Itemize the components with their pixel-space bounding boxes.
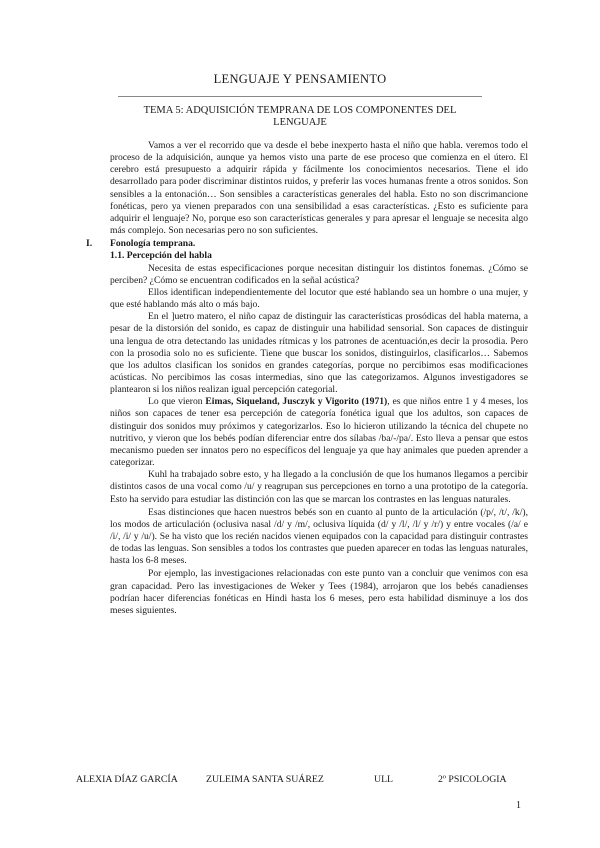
- paragraph: Por ejemplo, las investigaciones relacionadas con este punto van a concluir que venimos con esa gran capacidad. Pero las investigaciones de Weker y Tees (1984), arrojaron que los bebés canadienses podrían hacer diferencias fonéticas en Hindi hasta los 6 meses, pero esta habilidad disminuye a los dos meses siguientes.: [110, 568, 528, 616]
- citation: Eimas, Siqueland, Jusczyk y Vigorito (1971): [205, 396, 388, 408]
- paragraph: Esas distinciones que hacen nuestros bebés son en cuanto al punto de la articulación (/p/, /t/, /k/), los modos de articulación (oclusiva nasal /d/ y /m/, oclusiva líquida (d/ y /l/, /l/ y /r/) y entre vocales (/a/ e /i/, /i/ y /u/). Se ha visto que los recién nacidos vienen equipados con la capacidad para distinguir contrastes de todas las lenguas. Son sensibles a todos los contrastes que pueden aparecer en todas las lenguas naturales, hasta los 6-8 meses.: [110, 506, 528, 567]
- header-divider: [118, 96, 482, 97]
- document-title: LENGUAJE Y PENSAMIENTO: [213, 72, 387, 86]
- text-run: , es que niños entre 1 y 4 meses, los niños son capaces de tener esa percepción de categoría fonética igual que los adultos, son capaces de distinguir dos sonidos muy próximos y categorizarlos. Eso lo hicieron utilizando la técnica del chupete no nutritivo, y vieron que los bebés podían diferenciar entre dos sílabas /ba/-/pa/. Esto lleva a pensar que estos mecanismo pueden ser innatos pero no específicos del lenguaje ya que hay animales que pueden aprender a categorizar.: [110, 396, 528, 469]
- footer-university: ULL: [374, 774, 394, 785]
- paragraph: Necesita de estas especificaciones porque necesitan distinguir los distintos fonemas. ¿Cómo se perciben? ¿Cómo se encuentran codificados en la señal acústica?: [110, 262, 528, 286]
- intro-paragraph: Vamos a ver el recorrido que va desde el bebe inexperto hasta el niño que habla. veremos todo el proceso de la adquisición, aunque ya hemos visto una parte de ese proceso que comienza en el útero. El cerebro está presupuesto a adquirir rápida y fácilmente los conocimientos necesarios. Tiene el ido desarrollado para poder discriminar distintos ruidos, y preferir las voces humanas frente a otros sonidos. Son sensibles a la entonación… Son sensibles a características generales del habla. Esto no son discrimancione fonéticas, pero ya vienen preparados con una sensibilidad a esas características. ¿Esto es suficiente para adquirir el lenguaje? No, porque eso son características generales y para apresar el lenguaje se necesita algo más complejo. Son necesarias pero no son suficientes.: [110, 140, 528, 237]
- section-number: I.: [86, 238, 93, 250]
- footer-course: 2º PSICOLOGIA: [438, 774, 507, 785]
- footer-author-1: ALEXIA DÍAZ GARCÍA: [76, 774, 178, 785]
- paragraph-with-citation: [110, 396, 528, 469]
- paragraph: Ellos identifican independientemente del locutor que esté hablando sea un hombre o una mujer, y que esté hablando más alto o más bajo.: [110, 286, 528, 311]
- paragraph: Kuhl ha trabajado sobre esto, y ha llegado a la conclusión de que los humanos llegamos a percibir distintos casos de una vocal como /u/ y reagrupan sus percepciones en torno a una prototipo de la categoría. Esto ha servido para estudiar las distinción con las que se marcan los contrastes en las lenguas naturales.: [110, 469, 528, 505]
- footer-author-2: ZULEIMA SANTA SUÁREZ: [206, 774, 324, 785]
- document-body: [86, 140, 528, 617]
- page-number: 1: [516, 800, 521, 811]
- text-run: Lo que vieron: [148, 396, 206, 408]
- section-heading: [86, 238, 528, 250]
- subsection-heading: 1.1. Percepción del habla: [110, 250, 212, 262]
- topic-subtitle: TEMA 5: ADQUISICIÓN TEMPRANA DE LOS COMPONENTES DEL LENGUAJE: [143, 105, 457, 128]
- paragraph: En el ]uetro matero, el niño capaz de distinguir las características prosódicas del habla materna, a pesar de la distorsión del sonido, es capaz de distinguir una habilidad sensorial. Son capaces de distinguir una lengua de otra detectando las unidades rítmicas y los patrones de acentuación,es decir la prosodia. Pero con la prosodia solo no es suficiente. Tiene que buscar los sonidos, distinguirlos, clasificarlos… Sabemos que los adultos clasifican los sonidos en grandes categorías, porque no percibimos esas modificaciones acústicas. No percibimos las cosas intermedias, sino que las categorizamos. Algunos investigadores se plantearon si los niños realizan igual percepción categorial.: [110, 311, 528, 396]
- section-title: Fonología temprana.: [110, 238, 196, 250]
